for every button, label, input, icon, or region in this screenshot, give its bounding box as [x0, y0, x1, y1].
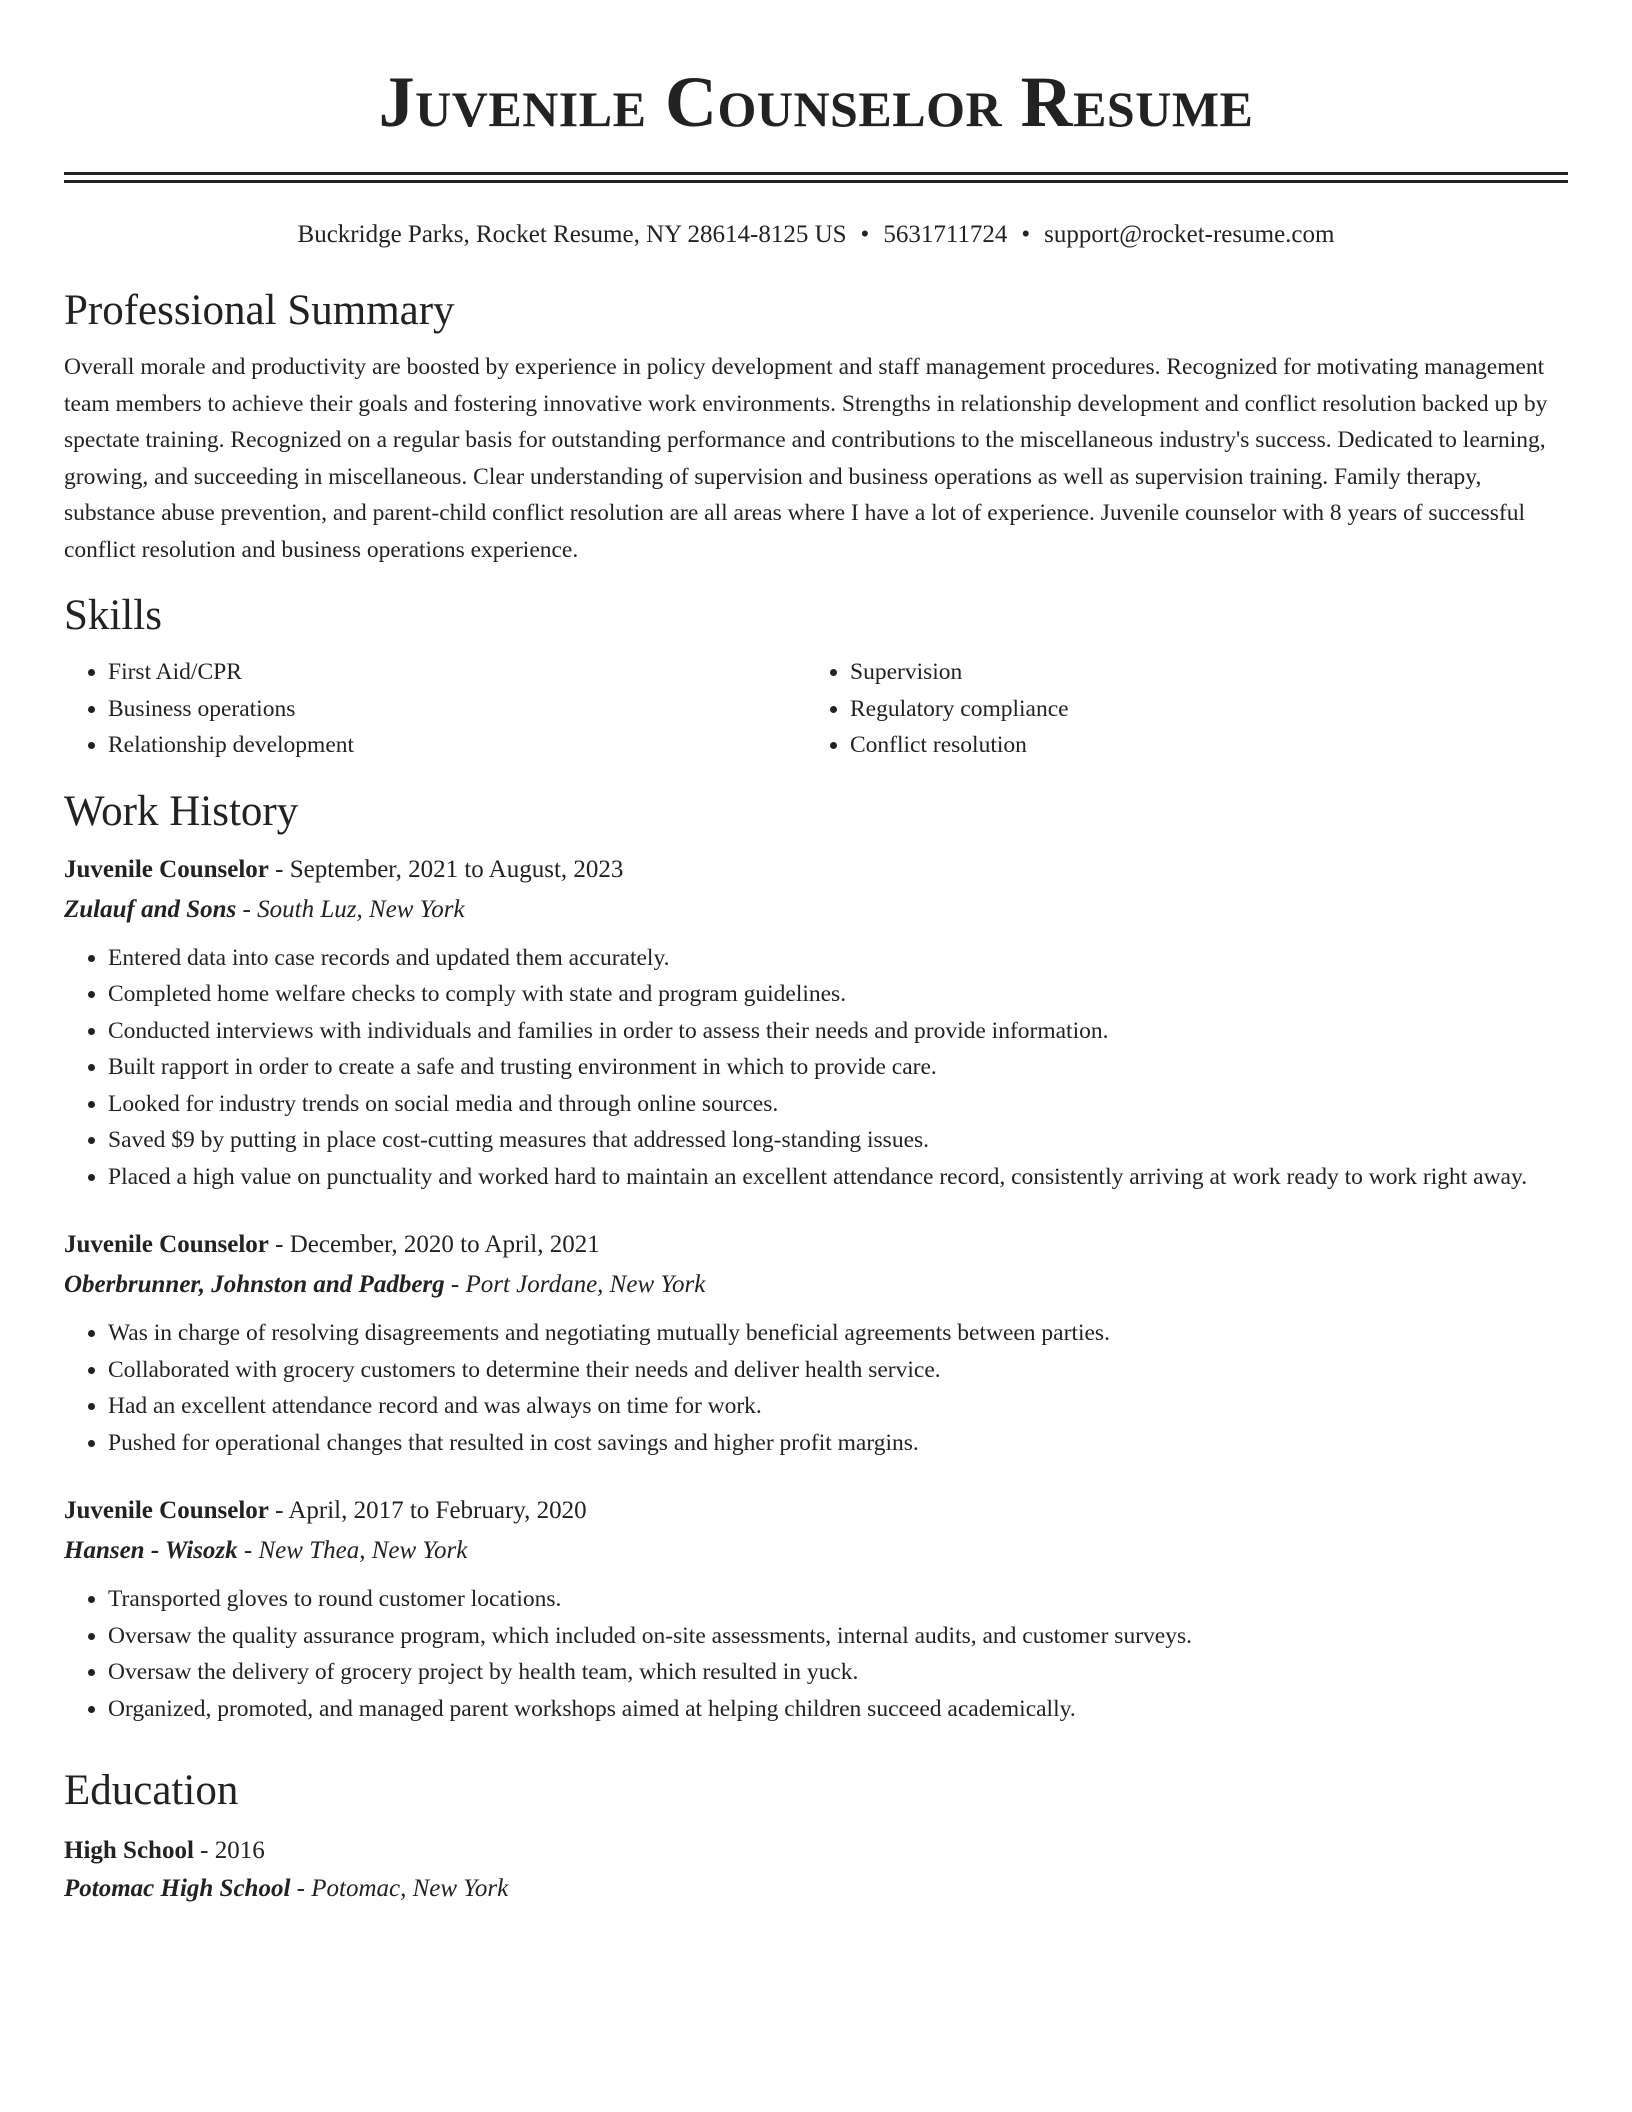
job-title: Juvenile Counselor — [64, 855, 269, 883]
job-entry — [64, 852, 1568, 1196]
job-bullet: • Collaborated with grocery customers to determine their needs and deliver health service. — [108, 1352, 1568, 1389]
summary-heading: Professional Summary — [64, 287, 455, 334]
job-title: Juvenile Counselor — [64, 1231, 269, 1258]
employer-location: - Port Jordane, New York — [444, 1271, 706, 1298]
job-bullet: • Oversaw the quality assurance program, which included on-site assessments, internal audits, and customer surveys. — [108, 1618, 1568, 1655]
job-title-line — [64, 1493, 1568, 1529]
employer-line — [64, 1267, 1568, 1303]
education-degree: High School — [64, 1837, 194, 1864]
page-title: Juvenile Counselor Resume — [378, 62, 1254, 142]
skill-item: • First Aid/CPR — [108, 654, 806, 691]
contact-separator: • — [1021, 221, 1031, 248]
job-bullet: • Entered data into case records and updated them accurately. — [108, 940, 1568, 977]
employer-name: Zulauf and Sons — [64, 895, 237, 923]
job-bullet: • Transported gloves to round customer locations. — [108, 1581, 1568, 1618]
job-bullet: • Completed home welfare checks to comply with state and program guidelines. — [108, 976, 1568, 1013]
job-bullet: • Was in charge of resolving disagreements and negotiating mutually beneficial agreements between parties. — [108, 1315, 1568, 1352]
contact-separator: • — [860, 221, 870, 248]
job-dates: - December, 2020 to April, 2021 — [268, 1231, 600, 1258]
education-location: - Potomac, New York — [290, 1875, 509, 1902]
skill-item: • Conflict resolution — [850, 727, 1548, 764]
skill-item: • Business operations — [108, 691, 806, 728]
job-bullet: • Conducted interviews with individuals and families in order to assess their needs and provide information. — [108, 1013, 1568, 1050]
job-title-line — [64, 1227, 1568, 1263]
skills-column-left — [64, 654, 806, 764]
contact-line — [64, 219, 1568, 251]
employer-name: Hansen - Wisozk — [64, 1537, 238, 1564]
job-title: Juvenile Counselor — [64, 1497, 269, 1524]
contact-address: Buckridge Parks, Rocket Resume, NY 28614-8125 US — [297, 221, 847, 248]
job-dates: - September, 2021 to August, 2023 — [268, 855, 624, 883]
education-school: Potomac High School — [64, 1875, 291, 1902]
title-double-rule — [64, 172, 1568, 183]
skill-item: • Relationship development — [108, 727, 806, 764]
education-degree-line — [64, 1833, 1568, 1869]
job-bullet: • Had an excellent attendance record and was always on time for work. — [108, 1388, 1568, 1425]
employer-location: - South Luz, New York — [236, 895, 465, 923]
skills-list-right — [806, 654, 1548, 764]
contact-phone: 5631711724 — [883, 221, 1008, 248]
job-bullets — [64, 940, 1568, 1196]
skills-heading: Skills — [64, 592, 162, 639]
employer-line — [64, 892, 1568, 928]
education-heading: Education — [64, 1767, 239, 1814]
skills-grid — [64, 654, 1568, 764]
job-bullet: • Built rapport in order to create a safe and trusting environment in which to provide care. — [108, 1049, 1568, 1086]
skill-item: • Regulatory compliance — [850, 691, 1548, 728]
job-bullets — [64, 1315, 1568, 1461]
summary-text: Overall morale and productivity are boosted by experience in policy development and staff management procedures. Recognized for motivating management team members to achieve their goals and fostering innovative work environments. Strengths in relationship development and conflict resolution backed up by spectate training. Recognized on a regular basis for outstanding performance and contributions to the miscellaneous industry's success. Dedicated to learning, growing, and succeeding in miscellaneous. Clear understanding of supervision and business operations as well as supervision training. Family therapy, substance abuse prevention, and parent-child conflict resolution are all areas where I have a lot of experience. Juvenile counselor with 8 years of successful conflict resolution and business operations experience. — [64, 354, 1548, 563]
skill-item: • Supervision — [850, 654, 1548, 691]
employer-name: Oberbrunner, Johnston and Padberg — [64, 1271, 445, 1298]
employer-line — [64, 1533, 1568, 1569]
skills-column-right — [806, 654, 1548, 764]
job-bullets — [64, 1581, 1568, 1727]
education-school-line — [64, 1871, 1568, 1907]
job-bullet: • Saved $9 by putting in place cost-cutting measures that addressed long-standing issues. — [108, 1122, 1568, 1159]
education-year: - 2016 — [193, 1837, 265, 1864]
job-bullet: • Oversaw the delivery of grocery project by health team, which resulted in yuck. — [108, 1654, 1568, 1691]
employer-location: - New Thea, New York — [237, 1537, 468, 1564]
job-bullet: • Looked for industry trends on social media and through online sources. — [108, 1086, 1568, 1123]
job-dates: - April, 2017 to February, 2020 — [268, 1497, 587, 1524]
contact-email: support@rocket-resume.com — [1044, 221, 1335, 248]
skills-list-left — [64, 654, 806, 764]
job-entry — [64, 1493, 1568, 1727]
job-entry — [64, 1227, 1568, 1461]
job-bullet: • Placed a high value on punctuality and worked hard to maintain an excellent attendance record, consistently arriving at work ready to work right away. — [108, 1159, 1568, 1196]
job-bullet: • Organized, promoted, and managed parent workshops aimed at helping children succeed academically. — [108, 1691, 1568, 1728]
work-history-heading: Work History — [64, 787, 299, 835]
job-bullet: • Pushed for operational changes that resulted in cost savings and higher profit margins. — [108, 1425, 1568, 1462]
job-title-line — [64, 852, 1568, 888]
